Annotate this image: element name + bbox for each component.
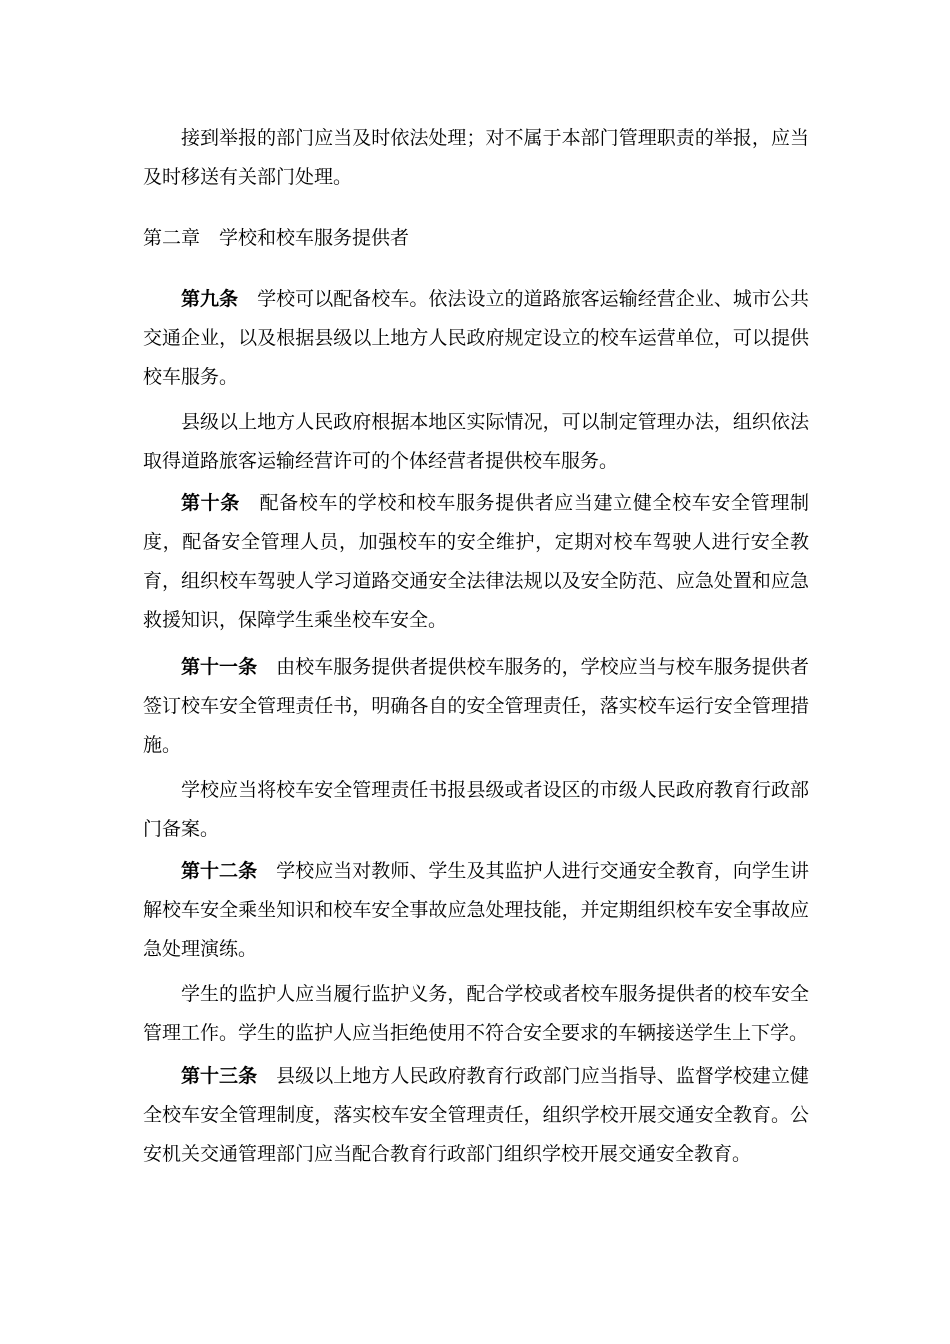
article-body: 配备校车的学校和校车服务提供者应当建立健全校车安全管理制度，配备安全管理人员，加强校车的安全维护，定期对校车驾驶人进行安全教育，组织校车驾驶人学习道路交通安全法律法规以及安全防范、应急处置和应急救援知识，保障学生乘坐校车安全。	[143, 492, 809, 631]
article-heading: 第十一条	[181, 656, 258, 678]
article-body: 学校应当对教师、学生及其监护人进行交通安全教育，向学生讲解校车安全乘坐知识和校车安全事故应急处理技能，并定期组织校车安全事故应急处理演练。	[143, 860, 809, 960]
article-heading: 第十二条	[181, 860, 258, 882]
article-heading: 第十三条	[181, 1065, 258, 1087]
article-9-paragraph-2: 县级以上地方人民政府根据本地区实际情况，可以制定管理办法，组织依法取得道路旅客运输经营许可的个体经营者提供校车服务。	[143, 411, 809, 472]
article-body: 学校可以配备校车。依法设立的道路旅客运输经营企业、城市公共交通企业，以及根据县级以上地方人民政府规定设立的校车运营单位，可以提供校车服务。	[143, 288, 809, 388]
article-body: 县级以上地方人民政府教育行政部门应当指导、监督学校建立健全校车安全管理制度，落实校车安全管理责任，组织学校开展交通安全教育。公安机关交通管理部门应当配合教育行政部门组织学校开展交通安全教育。	[143, 1065, 809, 1165]
article-12-paragraph-2: 学生的监护人应当履行监护义务，配合学校或者校车服务提供者的校车安全管理工作。学生的监护人应当拒绝使用不符合安全要求的车辆接送学生上下学。	[143, 983, 809, 1044]
article-heading: 第十条	[181, 492, 240, 514]
article-body: 由校车服务提供者提供校车服务的，学校应当与校车服务提供者签订校车安全管理责任书，明确各自的安全管理责任，落实校车运行安全管理措施。	[143, 656, 809, 756]
article-heading: 第九条	[181, 288, 239, 310]
article-10	[143, 484, 809, 640]
article-9	[143, 280, 809, 397]
article-13	[143, 1057, 809, 1174]
article-11	[143, 648, 809, 765]
chapter-title: 第二章 学校和校车服务提供者	[143, 227, 410, 249]
article-11-paragraph-2: 学校应当将校车安全管理责任书报县级或者设区的市级人民政府教育行政部门备案。	[143, 779, 809, 840]
article-12	[143, 852, 809, 969]
paragraph-continued: 接到举报的部门应当及时依法处理；对不属于本部门管理职责的举报，应当及时移送有关部门处理。	[143, 127, 809, 188]
